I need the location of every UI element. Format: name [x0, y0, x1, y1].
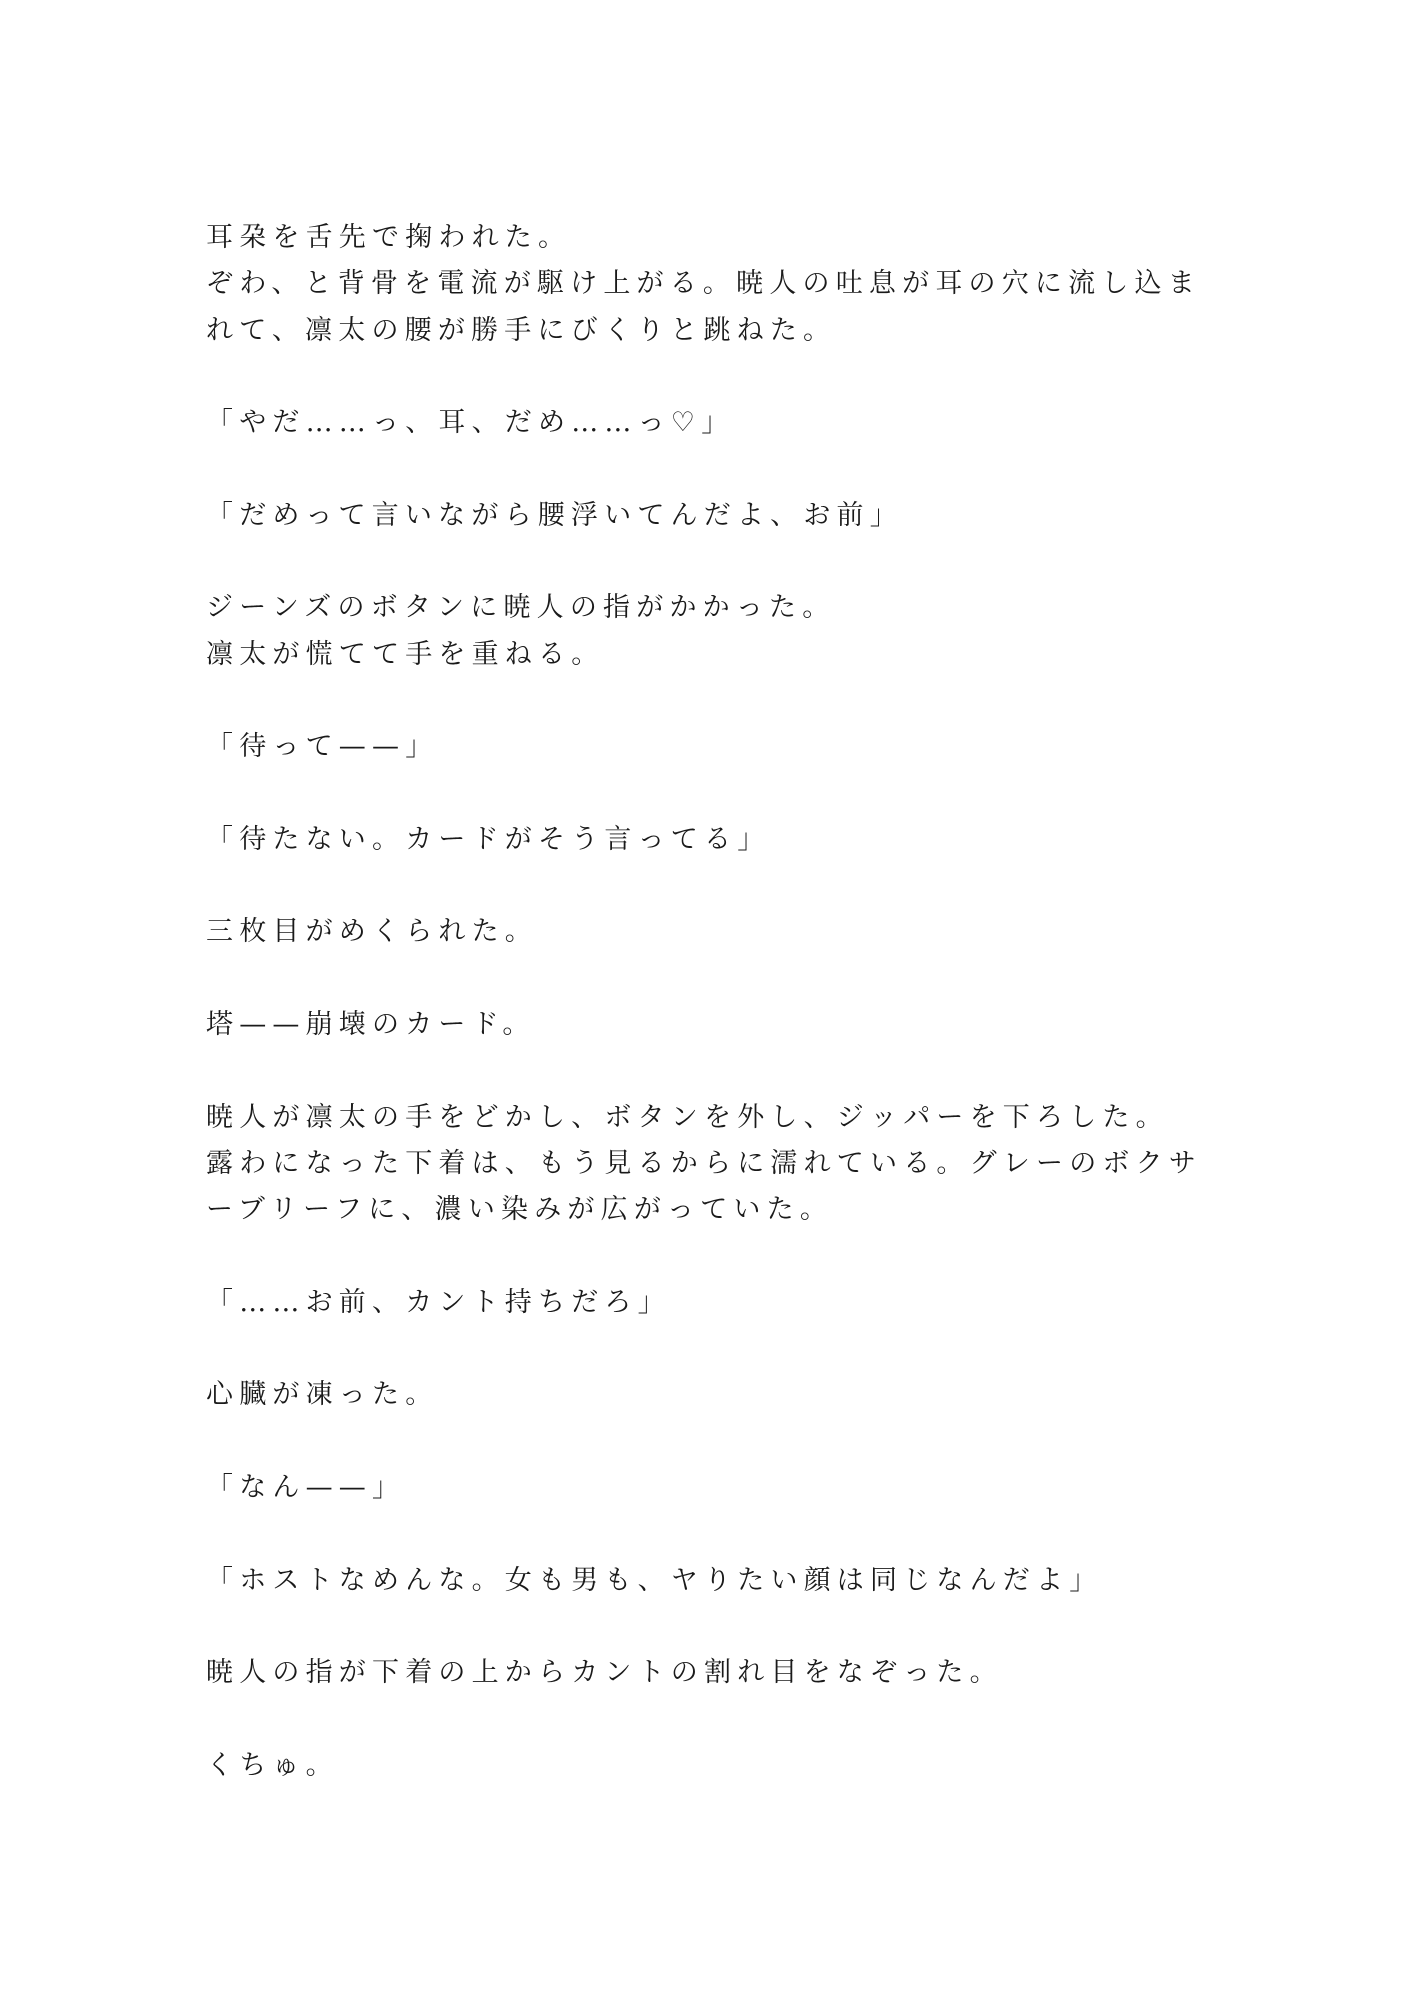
text-line: 凛太が慌てて手を重ねる。 — [206, 638, 605, 670]
text-line: 心臓が凍った。 — [206, 1379, 439, 1411]
blank-line — [206, 956, 1216, 1002]
blank-line — [206, 1604, 1216, 1650]
dialogue-line: 「待って——」 — [206, 731, 439, 763]
text-line: れて、凛太の腰が勝手にびくりと跳ねた。 — [206, 314, 837, 346]
blank-line — [206, 1419, 1216, 1465]
text-line: ジーンズのボタンに暁人の指がかかった。 — [206, 592, 836, 624]
blank-line — [206, 354, 1216, 400]
document-body — [206, 215, 1216, 1789]
text-line: 塔——崩壊のカード。 — [206, 1009, 536, 1041]
blank-line — [206, 1697, 1216, 1743]
blank-line — [206, 1048, 1216, 1094]
blank-line — [206, 678, 1216, 724]
text-line: 露わになった下着は、もう見るからに濡れている。グレーのボクサ — [206, 1147, 1202, 1179]
text-line: 暁人の指が下着の上からカントの割れ目をなぞった。 — [206, 1657, 1003, 1689]
blank-line — [206, 1234, 1216, 1280]
dialogue-line: 「だめって言いながら腰浮いてんだよ、お前」 — [206, 499, 903, 531]
blank-line — [206, 1511, 1216, 1557]
blank-line — [206, 1326, 1216, 1372]
dialogue-line: 「待たない。カードがそう言ってる」 — [206, 823, 771, 855]
blank-line — [206, 539, 1216, 585]
dialogue-line: 「……お前、カント持ちだろ」 — [206, 1286, 671, 1318]
blank-line — [206, 863, 1216, 909]
dialogue-line: 「なん——」 — [206, 1472, 406, 1504]
text-line: くちゅ。 — [206, 1749, 339, 1781]
text-line: 耳朶を舌先で掬われた。 — [206, 222, 572, 253]
blank-line — [206, 771, 1216, 817]
dialogue-line: 「やだ……っ、耳、だめ……っ♡」 — [206, 407, 735, 439]
dialogue-line: 「ホストなめんな。女も男も、ヤりたい顔は同じなんだよ」 — [206, 1564, 1103, 1596]
text-line: ーブリーフに、濃い染みが広がっていた。 — [206, 1194, 834, 1226]
blank-line — [206, 446, 1216, 492]
text-line: ぞわ、と背骨を電流が駆け上がる。暁人の吐息が耳の穴に流し込ま — [206, 268, 1201, 300]
text-line: 暁人が凛太の手をどかし、ボタンを外し、ジッパーを下ろした。 — [206, 1101, 1169, 1133]
text-line: 三枚目がめくられた。 — [206, 916, 538, 948]
